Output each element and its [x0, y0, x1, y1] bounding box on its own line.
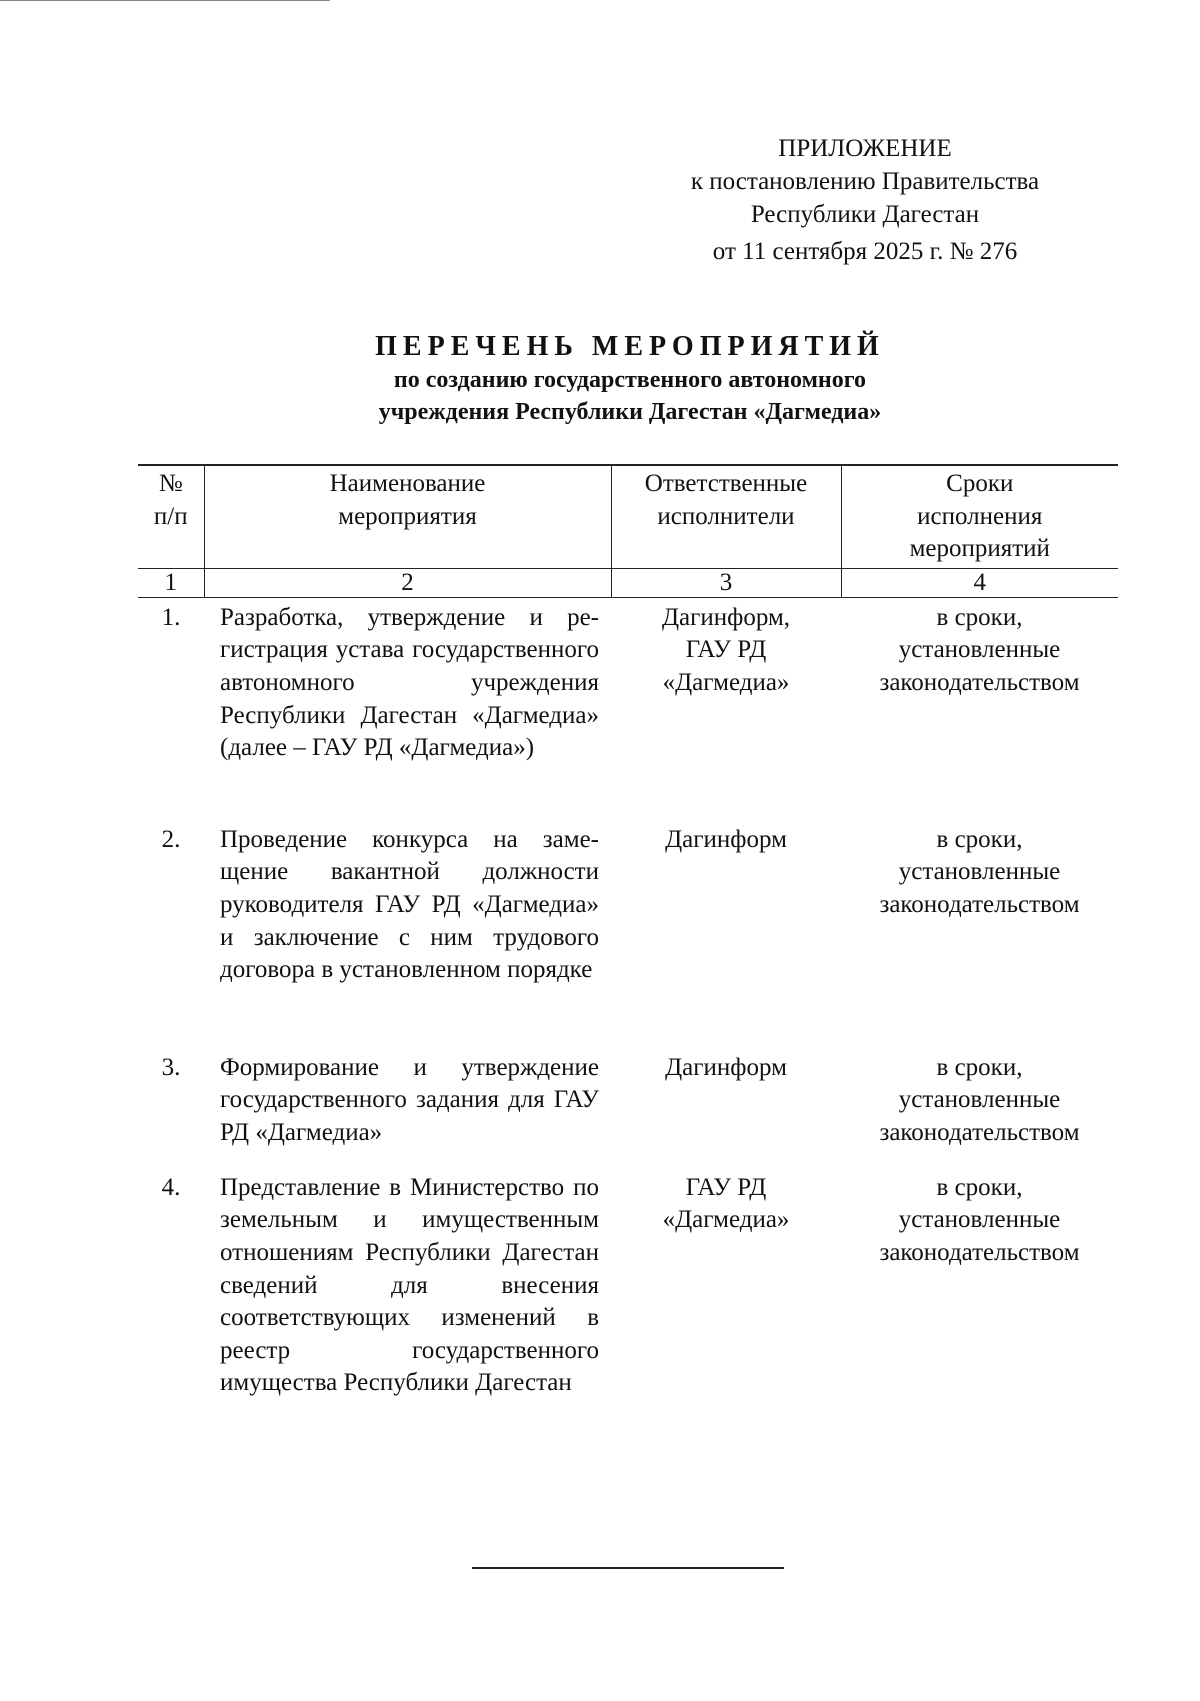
row-term: в сроки, установленные законодательством: [879, 1173, 1080, 1266]
appendix-date-line: от 11 сентября 2025 г. № 276: [712, 238, 1018, 265]
row-executors: Дагинформ, ГАУ РД «Дагмедиа»: [661, 603, 791, 696]
end-of-document-rule: [472, 1567, 784, 1569]
row-event-name: Разработка, утверждение и регистрация устава государственного автономного учреждения Республики Дагестан «Дагмедиа» (далее – ГАУ РД «Дагмедиа»): [220, 603, 599, 762]
row-number: 4.: [161, 1173, 181, 1201]
scan-edge-line: [0, 0, 330, 1]
header-event-name: Наименование мероприятия: [204, 465, 611, 568]
appendix-block: [640, 132, 1090, 268]
column-number-1: 1: [138, 568, 204, 597]
row-term: в сроки, установленные законодательством: [879, 603, 1080, 696]
document-title-main: ПЕРЕЧЕНЬ МЕРОПРИЯТИЙ: [375, 331, 885, 362]
header-executors: Ответственные исполнители: [611, 465, 841, 568]
table-row: [138, 824, 1118, 1052]
column-number-row: [138, 568, 1118, 597]
row-executors: Дагинформ: [665, 825, 787, 853]
table-row: [138, 1172, 1118, 1400]
row-term: в сроки, установленные законодательством: [879, 1053, 1080, 1146]
row-event-name: Представление в Министерство по земельным и имущественным отношениям Республики Дагестан сведений для внесения соответствующих изменений в реестр государственного имущества Республики Дагестан: [220, 1173, 599, 1397]
document-title-sub-2: учреждения Республики Дагестан «Дагмедиа»: [378, 399, 882, 425]
document-title: [130, 330, 1130, 428]
table-header-row: [138, 465, 1118, 568]
header-number: № п/п: [138, 465, 204, 568]
events-table: [138, 464, 1118, 1400]
row-number: 3.: [161, 1053, 181, 1081]
row-number: 2.: [161, 825, 181, 853]
row-event-name: Формирование и утверждение государственного задания для ГАУ РД «Дагмедиа»: [220, 1053, 599, 1146]
document-title-sub-1: по созданию государственного автономного: [393, 367, 867, 393]
table-row: [138, 597, 1118, 824]
column-number-2: 2: [204, 568, 611, 597]
column-number-4: 4: [841, 568, 1118, 597]
appendix-heading: ПРИЛОЖЕНИЕ: [778, 135, 952, 162]
appendix-decree-line: к постановлению Правительства: [690, 168, 1040, 195]
appendix-republic-line: Республики Дагестан: [750, 201, 980, 228]
column-number-3: 3: [611, 568, 841, 597]
row-event-name: Проведение конкурса на замещение вакантной должности руководителя ГАУ РД «Дагмедиа» и заключение с ним трудового договора в установленном порядке: [220, 825, 599, 984]
table-row: [138, 1052, 1118, 1172]
row-number: 1.: [161, 603, 181, 631]
row-executors: Дагинформ: [665, 1053, 787, 1081]
row-term: в сроки, установленные законодательством: [879, 825, 1080, 918]
header-terms: Сроки исполнения мероприятий: [841, 465, 1118, 568]
row-executors: ГАУ РД «Дагмедиа»: [662, 1173, 790, 1234]
